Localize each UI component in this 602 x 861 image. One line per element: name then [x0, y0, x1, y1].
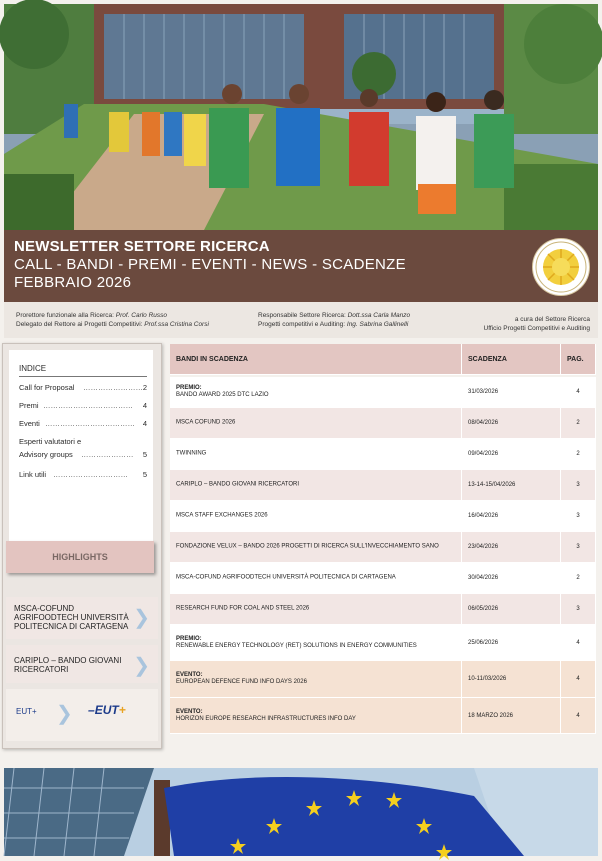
table-row[interactable]: [170, 470, 596, 501]
cell-scadenza: [462, 439, 561, 470]
row-deadline: 06/05/2026: [468, 606, 499, 612]
credits-center: Responsabile Settore Ricerca: Dott.ssa Carla Manzo Progetti competitivi e Auditing: Ing. Sabrina Gallinelli: [258, 312, 411, 328]
cell-pag: [561, 698, 596, 734]
cell-pag: [561, 594, 596, 625]
cell-scadenza: [462, 501, 561, 532]
column-header-scadenza: SCADENZA: [462, 344, 561, 375]
highlight-msca-line3: POLITECNICA DI CARTAGENA: [14, 622, 129, 631]
table-row[interactable]: [170, 698, 596, 734]
column-header-bando: BANDI IN SCADENZA: [170, 344, 462, 375]
university-seal-logo: [532, 238, 590, 296]
cell-bando: [170, 625, 462, 661]
row-page: 4: [576, 389, 580, 395]
cell-bando: [170, 661, 462, 698]
row-tag: EVENTO:: [176, 708, 203, 715]
row-tag: PREMIO:: [176, 635, 202, 642]
row-deadline: 09/04/2026: [468, 451, 499, 457]
cell-pag: [561, 501, 596, 532]
row-title: RESEARCH FUND FOR COAL AND STEEL 2026: [176, 605, 310, 612]
index-item-premi[interactable]: Premi ……………………………… 4: [19, 401, 147, 410]
cell-bando: [170, 377, 462, 408]
row-page: 2: [576, 451, 580, 457]
cell-bando: [170, 439, 462, 470]
cell-pag: [561, 661, 596, 698]
table-row[interactable]: [170, 625, 596, 661]
table-row[interactable]: [170, 439, 596, 470]
index-item-esperti[interactable]: Esperti valutatori e Advisory groups ………………… 5: [19, 437, 147, 459]
row-title: MSCA COFUND 2026: [176, 419, 236, 426]
row-deadline: 31/03/2026: [468, 389, 499, 395]
row-deadline: 10-11/03/2026: [468, 676, 507, 682]
row-title: EUROPEAN DEFENCE FUND INFO DAYS 2026: [176, 679, 307, 685]
row-page: 4: [576, 639, 580, 646]
row-page: 3: [576, 606, 580, 612]
row-title: MSCA-COFUND AGRIFOODTECH UNIVERSITÀ POLITECNICA DI CARTAGENA: [176, 574, 396, 581]
cell-bando: [170, 470, 462, 501]
row-page: 3: [576, 482, 580, 488]
cell-bando: [170, 532, 462, 563]
newsletter-title: NEWSLETTER SETTORE RICERCA: [14, 238, 270, 255]
table-row[interactable]: [170, 377, 596, 408]
row-page: 3: [576, 513, 580, 519]
table-row[interactable]: [170, 532, 596, 563]
highlights-button[interactable]: HIGHLIGHTS: [6, 541, 154, 573]
cell-bando: [170, 408, 462, 439]
credits-left: Prorettore funzionale alla Ricerca: Prof. Carlo Russo Delegato del Rettore ai Progetti Competitivi: Prof.ssa Cristina Corsi: [16, 312, 209, 328]
table-row[interactable]: [170, 563, 596, 594]
highlight-msca-cofund[interactable]: [6, 597, 158, 639]
newsletter-date: FEBBRAIO 2026: [14, 274, 132, 291]
highlight-msca-line2: AGRIFOODTECH UNIVERSITÀ: [14, 613, 129, 622]
highlight-cariplo-line2: RICERCATORI: [14, 665, 69, 674]
row-page: 3: [576, 544, 580, 550]
row-deadline: 23/04/2026: [468, 544, 499, 550]
cell-scadenza: [462, 532, 561, 563]
index-divider: [19, 376, 147, 377]
eut-logo: –EUT+: [88, 703, 126, 717]
highlight-msca-line1: MSCA-COFUND: [14, 604, 74, 613]
sidebar: [2, 343, 162, 749]
row-deadline: 25/06/2026: [468, 639, 499, 646]
cell-pag: [561, 563, 596, 594]
row-title: FONDAZIONE VELUX – BANDO 2026 PROGETTI DI RICERCA SULL'INVECCHIAMENTO SANO: [176, 543, 439, 550]
cell-pag: [561, 625, 596, 661]
cell-bando: [170, 594, 462, 625]
highlight-eut[interactable]: [6, 689, 158, 741]
cell-pag: [561, 439, 596, 470]
cell-scadenza: [462, 470, 561, 501]
column-header-pag: PAG.: [561, 344, 596, 375]
table-row[interactable]: [170, 408, 596, 439]
row-deadline: 08/04/2026: [468, 420, 499, 426]
row-title: TWINNING: [176, 450, 207, 457]
cell-scadenza: [462, 698, 561, 734]
cell-bando: [170, 563, 462, 594]
highlight-cariplo[interactable]: [6, 645, 158, 683]
cell-scadenza: [462, 594, 561, 625]
table-row[interactable]: [170, 594, 596, 625]
row-title: RENEWABLE ENERGY TECHNOLOGY (RET) SOLUTIONS IN ENERGY COMMUNITIES: [176, 642, 417, 649]
cell-pag: [561, 470, 596, 501]
row-tag: PREMIO:: [176, 385, 202, 391]
table-row[interactable]: [170, 501, 596, 532]
row-title: CARIPLO – BANDO GIOVANI RICERCATORI: [176, 481, 300, 488]
row-page: 2: [576, 420, 580, 426]
cell-scadenza: [462, 377, 561, 408]
credits-bar: [4, 302, 598, 338]
index-title: INDICE: [19, 364, 47, 373]
row-deadline: 16/04/2026: [468, 513, 499, 519]
newsletter-banner: [4, 230, 598, 302]
index-item-link[interactable]: Link utili ………………………… 5: [19, 470, 147, 479]
row-page: 4: [576, 712, 580, 719]
row-deadline: 13-14-15/04/2026: [468, 482, 516, 488]
cell-bando: [170, 698, 462, 734]
cell-scadenza: [462, 408, 561, 439]
cell-bando: [170, 501, 462, 532]
cell-pag: [561, 377, 596, 408]
table-header: [170, 344, 596, 375]
cell-scadenza: [462, 625, 561, 661]
footer-image: [4, 768, 598, 856]
credits-right: a cura del Settore Ricerca Ufficio Progetti Competitivi e Auditing: [483, 316, 590, 332]
chevron-right-icon: ❯: [133, 607, 150, 629]
row-title: HORIZON EUROPE RESEARCH INFRASTRUCTURES INFO DAY: [176, 715, 356, 722]
cell-pag: [561, 532, 596, 563]
index-item-call[interactable]: Call for Proposal …………………… 2: [19, 383, 147, 392]
highlight-cariplo-line1: CARIPLO – BANDO GIOVANI: [14, 656, 122, 665]
index-item-eventi[interactable]: Eventi ……………………………… 4: [19, 419, 147, 428]
row-tag: EVENTO:: [176, 672, 203, 678]
table-row[interactable]: [170, 661, 596, 698]
cell-pag: [561, 408, 596, 439]
row-title: BANDO AWARD 2025 DTC LAZIO: [176, 392, 269, 398]
row-page: 2: [576, 575, 580, 581]
row-deadline: 30/04/2026: [468, 575, 499, 581]
row-page: 4: [576, 676, 580, 682]
hero-image: [4, 4, 598, 230]
newsletter-subtitle: CALL - BANDI - PREMI - EVENTI - NEWS - SCADENZE: [14, 256, 406, 273]
chevron-right-icon: ❯: [56, 703, 73, 725]
index-box: [9, 350, 153, 544]
row-title: MSCA STAFF EXCHANGES 2026: [176, 512, 268, 519]
chevron-right-icon: ❯: [133, 655, 150, 677]
cell-scadenza: [462, 661, 561, 698]
eut-label: EUT+: [16, 707, 37, 716]
cell-scadenza: [462, 563, 561, 594]
row-deadline: 18 MARZO 2026: [468, 712, 514, 719]
